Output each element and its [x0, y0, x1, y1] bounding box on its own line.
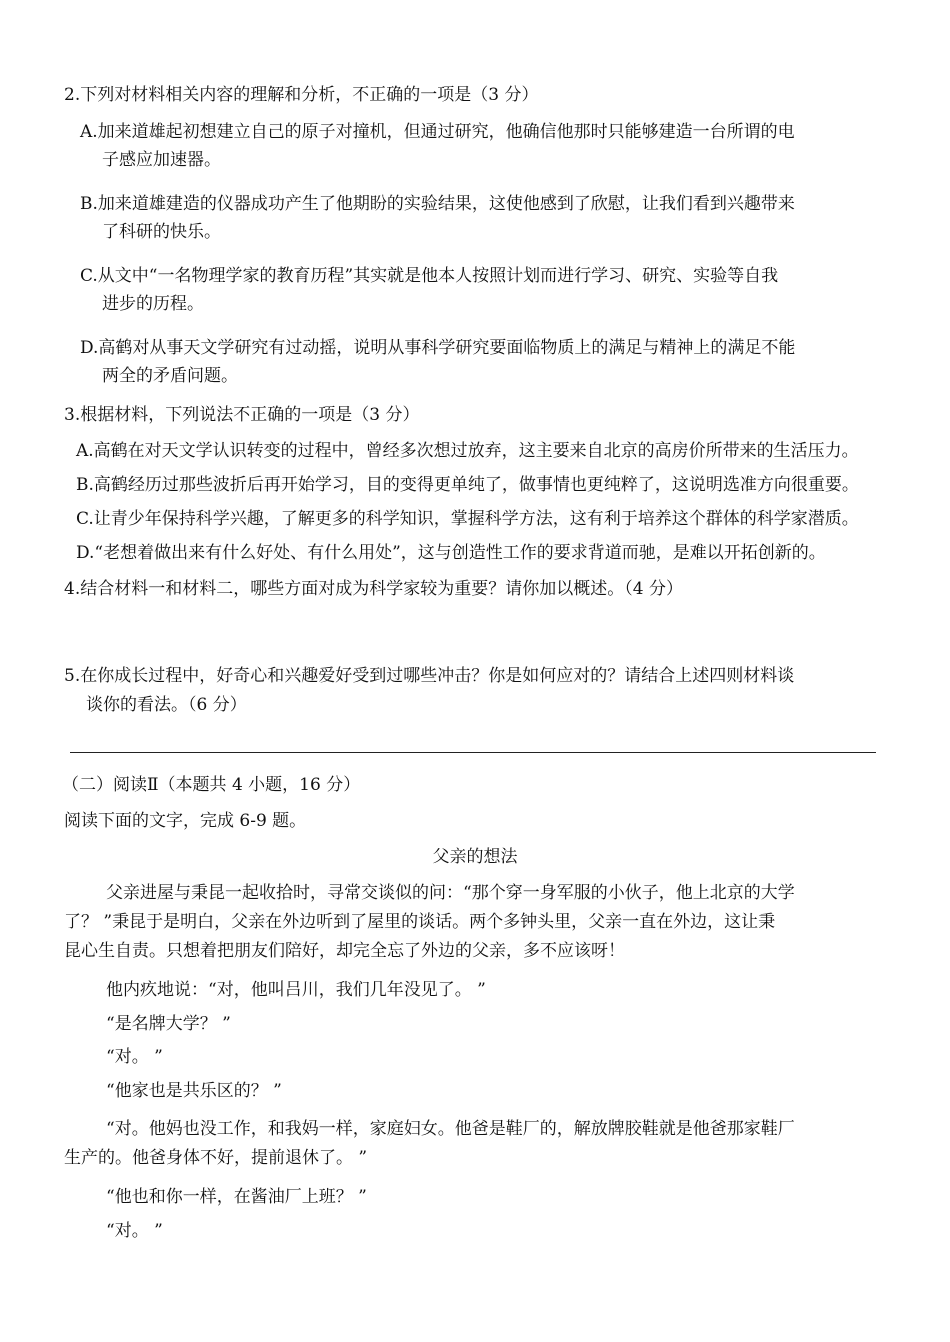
story-paragraph-1-line-1: 父亲进屋与秉昆一起收拾时，寻常交谈似的问：“那个穿一身军服的小伙子，他上北京的大学 — [106, 883, 795, 903]
story-paragraph-2: 他内疚地说：“对，他叫吕川，我们几年没见了。 ” — [106, 980, 486, 1000]
question-2-option-d: D.高鹤对从事天文学研究有过动摇，说明从事科学研究要面临物质上的满足与精神上的满足不能 — [80, 338, 796, 358]
question-2-option-a-cont: 子感应加速器。 — [102, 150, 221, 170]
question-4-stem: 4.结合材料一和材料二，哪些方面对成为科学家较为重要？请你加以概述。（4 分） — [64, 579, 683, 599]
story-paragraph-7: “他也和你一样，在酱油厂上班？ ” — [106, 1187, 367, 1207]
question-3-option-b: B.高鹤经历过那些波折后再开始学习，目的变得更单纯了，做事情也更纯粹了，这说明选准方向很重要。 — [76, 475, 859, 495]
story-paragraph-3: “是名牌大学？ ” — [106, 1014, 231, 1034]
question-2-option-b: B.加来道雄建造的仪器成功产生了他期盼的实验结果，这使他感到了欣慰，让我们看到兴趣带来 — [80, 194, 795, 214]
question-2-option-c-cont: 进步的历程。 — [102, 294, 204, 314]
question-2-option-b-cont: 了科研的快乐。 — [102, 222, 221, 242]
question-3-option-d: D.“老想着做出来有什么好处、有什么用处”，这与创造性工作的要求背道而驰，是难以开拓创新的。 — [76, 543, 826, 563]
story-paragraph-1-line-2: 了？ ”秉昆于是明白，父亲在外边听到了屋里的谈话。两个多钟头里，父亲一直在外边，这让秉 — [64, 912, 776, 932]
question-3-option-a: A.高鹤在对天文学认识转变的过程中，曾经多次想过放弃，这主要来自北京的高房价所带来的生活压力。 — [76, 441, 859, 461]
story-paragraph-6-line-1: “对。他妈也没工作，和我妈一样，家庭妇女。他爸是鞋厂的，解放牌胶鞋就是他爸那家鞋厂 — [106, 1119, 795, 1139]
question-3-stem: 3.根据材料，下列说法不正确的一项是（3 分） — [64, 405, 420, 425]
story-title: 父亲的想法 — [432, 847, 518, 867]
question-2-option-a: A.加来道雄起初想建立自己的原子对撞机，但通过研究，他确信他那时只能够建造一台所谓的电 — [80, 122, 795, 142]
question-3-option-c: C.让青少年保持科学兴趣，了解更多的科学知识，掌握科学方法，这有利于培养这个群体的科学家潜质。 — [76, 509, 859, 529]
question-5-stem: 5.在你成长过程中，好奇心和兴趣爱好受到过哪些冲击？你是如何应对的？请结合上述四则材料谈 — [64, 666, 795, 686]
story-paragraph-4: “对。 ” — [106, 1047, 163, 1067]
section-2-heading: （二）阅读Ⅱ（本题共 4 小题，16 分） — [62, 775, 361, 795]
section-2-instruction: 阅读下面的文字，完成 6-9 题。 — [64, 811, 307, 831]
question-2-stem: 2.下列对材料相关内容的理解和分析，不正确的一项是（3 分） — [64, 85, 539, 105]
story-paragraph-1-line-3: 昆心生自责。只想着把朋友们陪好，却完全忘了外边的父亲，多不应该呀！ — [64, 941, 625, 961]
section-divider — [70, 752, 876, 753]
story-paragraph-8: “对。 ” — [106, 1221, 163, 1241]
question-5-stem-cont: 谈你的看法。（6 分） — [86, 695, 247, 715]
question-2-option-c: C.从文中“一名物理学家的教育历程”其实就是他本人按照计划而进行学习、研究、实验等自我 — [80, 266, 779, 286]
question-2-option-d-cont: 两全的矛盾问题。 — [102, 366, 238, 386]
story-paragraph-5: “他家也是共乐区的？ ” — [106, 1081, 282, 1101]
story-paragraph-6-line-2: 生产的。他爸身体不好，提前退休了。 ” — [64, 1148, 368, 1168]
